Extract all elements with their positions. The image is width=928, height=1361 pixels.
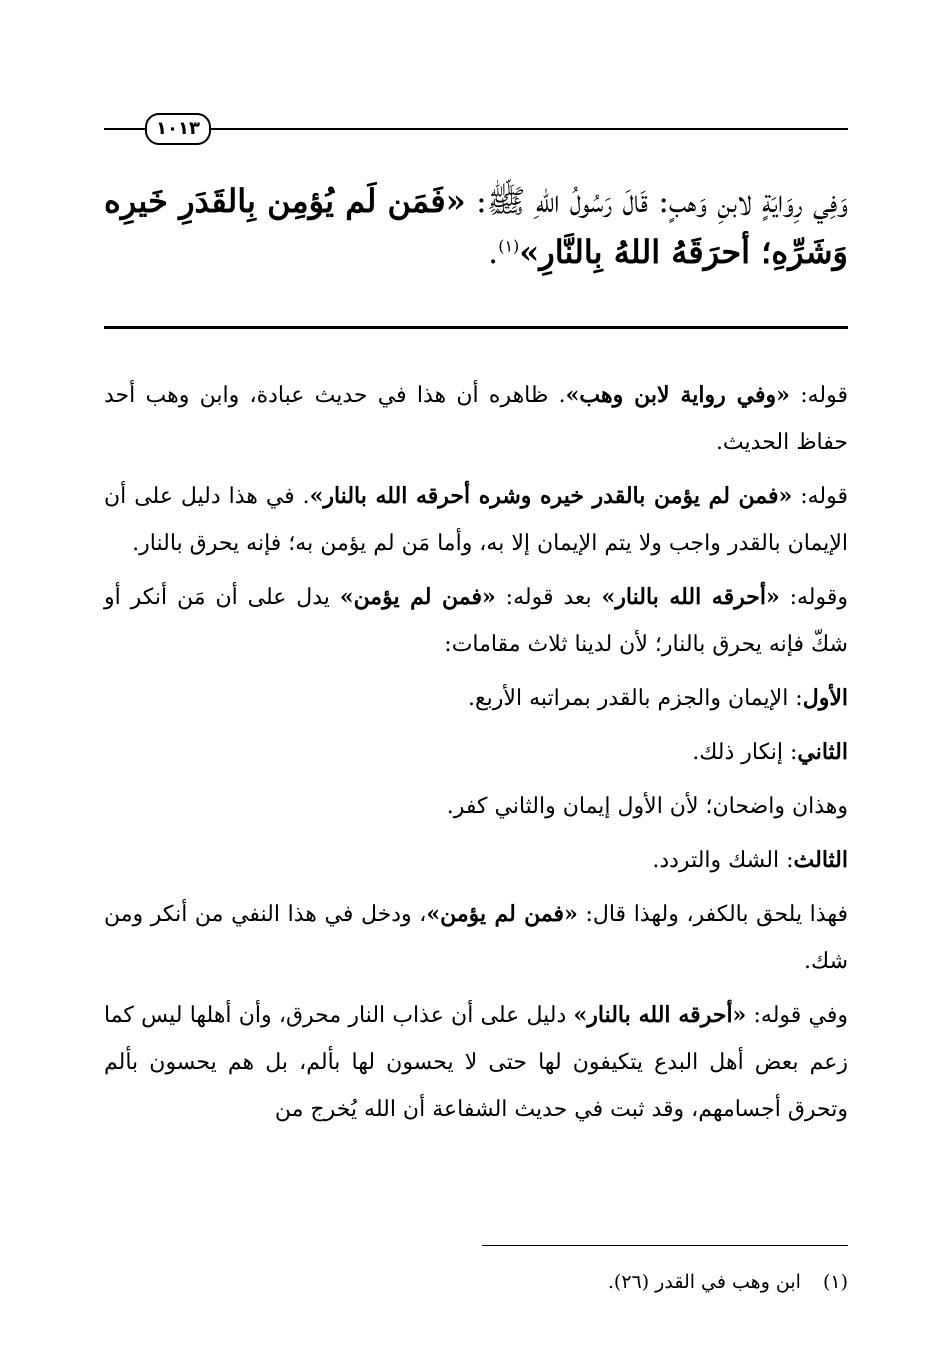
paragraph-lead: قوله: bbox=[789, 383, 848, 408]
commentary bbox=[104, 372, 848, 1140]
commentary-paragraph bbox=[104, 574, 848, 668]
paragraph-text: يدل على أن مَن أنكر أو شكّ فإنه يحرق بالنار؛ لأن لدينا ثلاث مقامات: bbox=[104, 585, 848, 657]
quoted-phrase: «فمن لم يؤمن بالقدر خيره وشره أحرقه الله بالنار» bbox=[309, 483, 793, 509]
paragraph-text: . في هذا دليل على أن الإيمان بالقدر واجب ولا يتم الإيمان إلا به، وأما مَن لم يؤمن به؛ فإنه يحرق بالنار. bbox=[104, 484, 848, 556]
paragraph-text: بعد قوله: bbox=[495, 585, 602, 610]
commentary-paragraph bbox=[104, 372, 848, 466]
point-label: الثالث bbox=[793, 847, 848, 873]
quoted-phrase: «أحرقه الله بالنار» bbox=[601, 584, 780, 610]
quoted-phrase: «فمن لم يؤمن» bbox=[339, 584, 496, 610]
quoted-phrase: «فمن لم يؤمن» bbox=[426, 901, 578, 927]
commentary-paragraph bbox=[104, 729, 848, 776]
paragraph-text: دليل على أن عذاب النار محرق، وأن أهلها ليس كما زعم بعض أهل البدع يتكيفون لها حتى لا يحسون لها بألم، بل هم يحسون بألم وتحرق أجسامهم، وقد ثبت في حديث الشفاعة أن الله يُخرج من bbox=[104, 1003, 848, 1122]
page-number: ١٠١٣ bbox=[145, 113, 211, 145]
paragraph-lead: وقوله: bbox=[779, 585, 849, 610]
hadith-quote: «فَمَن لَم يُؤمِن بِالقَدَرِ خَيرِه وَشَرِّهِ؛ أحرَقَهُ اللهُ بِالنَّارِ» bbox=[104, 182, 848, 272]
header-rule bbox=[104, 128, 848, 130]
paragraph-text: ، ودخل في هذا النفي من أنكر ومن شك. bbox=[104, 902, 848, 974]
paragraph-text: : الشك والتردد. bbox=[652, 848, 794, 873]
hadith-intro: وَفِي رِوَايَةٍ لابنِ وَهبٍ: قَالَ رَسُولُ اللهِ ﷺ: bbox=[475, 182, 849, 220]
footnote-reference[interactable]: (١) bbox=[498, 236, 520, 256]
paragraph-lead: وفي قوله: bbox=[746, 1003, 848, 1028]
footnote-number: (١) bbox=[822, 1271, 848, 1293]
paragraph-text: . ظاهره أن هذا في حديث عبادة، وابن وهب أحد حفاظ الحديث. bbox=[104, 383, 848, 455]
footnote-divider bbox=[482, 1245, 848, 1246]
commentary-paragraph bbox=[104, 837, 848, 884]
footnote-text: ابن وهب في القدر (٢٦). bbox=[607, 1271, 801, 1293]
paragraph-text: : الإيمان والجزم بالقدر بمراتبه الأربع. bbox=[467, 686, 803, 711]
hadith-text bbox=[104, 176, 848, 278]
paragraph-lead: قوله: bbox=[792, 484, 848, 509]
hadith-end: . bbox=[488, 233, 499, 272]
paragraph-text: : إنكار ذلك. bbox=[692, 740, 798, 765]
commentary-paragraph bbox=[104, 473, 848, 567]
point-label: الثاني bbox=[797, 739, 848, 765]
paragraph-text: وهذان واضحان؛ لأن الأول إيمان والثاني كفر. bbox=[446, 794, 848, 819]
commentary-paragraph bbox=[104, 675, 848, 722]
commentary-paragraph bbox=[104, 783, 848, 830]
commentary-paragraph bbox=[104, 891, 848, 985]
paragraph-lead: فهذا يلحق بالكفر، ولهذا قال: bbox=[577, 902, 849, 927]
footnote bbox=[104, 1266, 848, 1298]
quoted-phrase: «أحرقه الله بالنار» bbox=[573, 1002, 747, 1028]
point-label: الأول bbox=[802, 685, 848, 711]
commentary-paragraph bbox=[104, 992, 848, 1133]
hadith-divider bbox=[104, 326, 848, 329]
quoted-phrase: «وفي رواية لابن وهب» bbox=[565, 382, 790, 408]
